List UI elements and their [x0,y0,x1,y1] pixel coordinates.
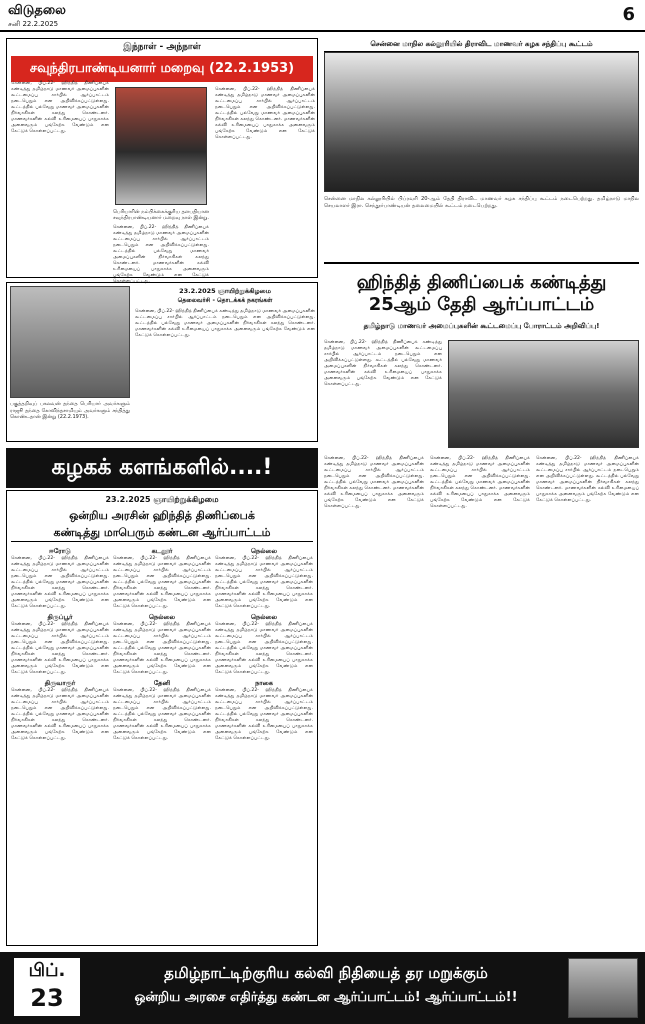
meeting-date: 23.2.2025 ஞாயிற்றுக்கிழமை [179,287,271,295]
banner-date [14,958,80,1016]
agitation-photo [448,340,639,448]
kazhagam-title-2: கண்டித்து மாபெரும் கண்டன ஆர்ப்பாட்டம் [53,526,271,539]
place-heading: நெல்லை [148,613,176,621]
group-photo-caption: சென்னை மாநில கல்லூரியில் பிப்ரவரி 20-ஆம் தேதி திராவிட மாணவர் கழக சந்திப்பு கூட்டம் நடைபெற்றது. தமிழ்நாடு மாநில செயலாளர் இரா. செந்தூர்பாண்டியன் தலைமையில் கூட்டம் நடைபெற்றது. [324,196,639,209]
place-heading: நெல்லை [250,613,278,621]
place-heading: திருவாரூர் [44,679,76,687]
history-title: சவுந்திரபாண்டியனார் மறைவு (22.2.1953) [11,56,313,82]
listing-text: சென்னை, பிப்.22- ஹிந்தித் திணிப்பைக் கண்டித்து தமிழ்நாடு மாணவர் அமைப்புகளின் கூட்டமைப்பு சார்பில் ஆர்ப்பாட்டம் நடைபெறும் என அறிவிக்கப்பட்டுள்ளது. கூட்டத்தில் பல்வேறு மாணவர் அமைப்புகளின் நிர்வாகிகள் கலந்து கொண்டனர். மாணவர்களின் கல்வி உரிமையைப் பாதுகாக்க அனைவரும் பங்கேற்க வேண்டும் என கேட்டுக் கொள்ளப்பட்டது. [215,556,313,609]
agitation-article [324,262,639,946]
history-box [6,38,318,284]
kazhagam-banner: கழகக் களங்களில்....! [6,448,318,488]
periyar-photo-caption: பகுத்தறிவுப் பகலவன் தந்தை பெரியார் அவர்களும் ராஜூ தந்தை கோவிந்தசாமியும் அவர்களும் சந்தித்து கொண்டதான் இன்று (22.2.1973). [10,401,130,420]
kazhagam-date: 23.2.2025 ஞாயிற்றுக்கிழமை [105,495,219,504]
listing-text: சென்னை, பிப்.22- ஹிந்தித் திணிப்பைக் கண்டித்து தமிழ்நாடு மாணவர் அமைப்புகளின் கூட்டமைப்பு சார்பில் ஆர்ப்பாட்டம் நடைபெறும் என அறிவிக்கப்பட்டுள்ளது. கூட்டத்தில் பல்வேறு மாணவர் அமைப்புகளின் நிர்வாகிகள் கலந்து கொண்டனர். மாணவர்களின் கல்வி உரிமையைப் பாதுகாக்க அனைவரும் பங்கேற்க வேண்டும் என கேட்டுக் கொள்ளப்பட்டது. [215,622,313,675]
page-header [0,0,645,32]
listing-text: சென்னை, பிப்.22- ஹிந்தித் திணிப்பைக் கண்டித்து தமிழ்நாடு மாணவர் அமைப்புகளின் கூட்டமைப்பு சார்பில் ஆர்ப்பாட்டம் நடைபெறும் என அறிவிக்கப்பட்டுள்ளது. கூட்டத்தில் பல்வேறு மாணவர் அமைப்புகளின் நிர்வாகிகள் கலந்து கொண்டனர். மாணவர்களின் கல்வி உரிமையைப் பாதுகாக்க அனைவரும் பங்கேற்க வேண்டும் என கேட்டுக் கொள்ளப்பட்டது. [11,688,109,741]
kazhagam-title-1: ஒன்றிய அரசின் ஹிந்தித் திணிப்பைக் [69,509,255,522]
group-photo [324,52,639,192]
listing-text: சென்னை, பிப்.22- ஹிந்தித் திணிப்பைக் கண்டித்து தமிழ்நாடு மாணவர் அமைப்புகளின் கூட்டமைப்பு சார்பில் ஆர்ப்பாட்டம் நடைபெறும் என அறிவிக்கப்பட்டுள்ளது. கூட்டத்தில் பல்வேறு மாணவர் அமைப்புகளின் நிர்வாகிகள் கலந்து கொண்டனர். மாணவர்களின் கல்வி உரிமையைப் பாதுகாக்க அனைவரும் பங்கேற்க வேண்டும் என கேட்டுக் கொள்ளப்பட்டது. [11,556,109,609]
listing-column-1 [11,547,109,941]
place-heading: நெல்லை [250,547,278,555]
page-number: 6 [622,4,635,25]
college-headline: சென்னை மாநில கல்லூரியில் திராவிட மாணவர் கழக சந்திப்பு கூட்டம் [324,38,639,52]
listing-column-2 [113,547,211,941]
banner-date-month: பிப். [28,960,66,981]
meeting-notice [6,282,318,442]
periyar-photo [10,286,130,398]
listing-text: சென்னை, பிப்.22- ஹிந்தித் திணிப்பைக் கண்டித்து தமிழ்நாடு மாணவர் அமைப்புகளின் கூட்டமைப்பு சார்பில் ஆர்ப்பாட்டம் நடைபெறும் என அறிவிக்கப்பட்டுள்ளது. கூட்டத்தில் பல்வேறு மாணவர் அமைப்புகளின் நிர்வாகிகள் கலந்து கொண்டனர். மாணவர்களின் கல்வி உரிமையைப் பாதுகாக்க அனைவரும் பங்கேற்க வேண்டும் என கேட்டுக் கொள்ளப்பட்டது. [113,688,211,741]
college-meeting [324,38,639,258]
place-heading: நாகை [255,679,273,687]
portrait-caption: பெரியாரின் நம்பிக்கைக்குரிய தளபதியான சவுந்திரபாண்டியனார் மறைவு நாள் இன்று. [113,209,210,221]
agitation-column-2: சென்னை, பிப்.22- ஹிந்தித் திணிப்பைக் கண்டித்து தமிழ்நாடு மாணவர் அமைப்புகளின் கூட்டமைப்பு சார்பில் ஆர்ப்பாட்டம் நடைபெறும் என அறிவிக்கப்பட்டுள்ளது. கூட்டத்தில் பல்வேறு மாணவர் அமைப்புகளின் நிர்வாகிகள் கலந்து கொண்டனர். மாணவர்களின் கல்வி உரிமையைப் பாதுகாக்க அனைவரும் பங்கேற்க வேண்டும் என கேட்டுக் கொள்ளப்பட்டது. [430,456,530,509]
history-column-2: சென்னை, பிப்.22- ஹிந்தித் திணிப்பைக் கண்டித்து தமிழ்நாடு மாணவர் அமைப்புகளின் கூட்டமைப்பு சார்பில் ஆர்ப்பாட்டம் நடைபெறும் என அறிவிக்கப்பட்டுள்ளது. கூட்டத்தில் பல்வேறு மாணவர் அமைப்புகளின் நிர்வாகிகள் கலந்து கொண்டனர். மாணவர்களின் கல்வி உரிமையைப் பாதுகாக்க அனைவரும் பங்கேற்க வேண்டும் என கேட்டுக் கொள்ளப்பட்டது. [113,225,209,284]
banner-line-1: தமிழ்நாட்டிற்குரிய கல்வி நிதியைத் தர மறுக்கும் [164,964,488,982]
listing-text: சென்னை, பிப்.22- ஹிந்தித் திணிப்பைக் கண்டித்து தமிழ்நாடு மாணவர் அமைப்புகளின் கூட்டமைப்பு சார்பில் ஆர்ப்பாட்டம் நடைபெறும் என அறிவிக்கப்பட்டுள்ளது. கூட்டத்தில் பல்வேறு மாணவர் அமைப்புகளின் நிர்வாகிகள் கலந்து கொண்டனர். மாணவர்களின் கல்வி உரிமையைப் பாதுகாக்க அனைவரும் பங்கேற்க வேண்டும் என கேட்டுக் கொள்ளப்பட்டது. [113,556,211,609]
kazhagam-box [6,490,318,946]
agitation-column-1: சென்னை, பிப்.22- ஹிந்தித் திணிப்பைக் கண்டித்து தமிழ்நாடு மாணவர் அமைப்புகளின் கூட்டமைப்பு சார்பில் ஆர்ப்பாட்டம் நடைபெறும் என அறிவிக்கப்பட்டுள்ளது. கூட்டத்தில் பல்வேறு மாணவர் அமைப்புகளின் நிர்வாகிகள் கலந்து கொண்டனர். மாணவர்களின் கல்வி உரிமையைப் பாதுகாக்க அனைவரும் பங்கேற்க வேண்டும் என கேட்டுக் கொள்ளப்பட்டது. [324,456,424,509]
place-heading: ஈரோடு [49,547,71,555]
banner-portrait [568,958,638,1018]
place-heading: தேனி [153,679,171,687]
history-column-1: சென்னை, பிப்.22- ஹிந்தித் திணிப்பைக் கண்டித்து தமிழ்நாடு மாணவர் அமைப்புகளின் கூட்டமைப்பு சார்பில் ஆர்ப்பாட்டம் நடைபெறும் என அறிவிக்கப்பட்டுள்ளது. கூட்டத்தில் பல்வேறு மாணவர் அமைப்புகளின் நிர்வாகிகள் கலந்து கொண்டனர். மாணவர்களின் கல்வி உரிமையைப் பாதுகாக்க அனைவரும் பங்கேற்க வேண்டும் என கேட்டுக் கொள்ளப்பட்டது. [11,81,109,134]
listing-text: சென்னை, பிப்.22- ஹிந்தித் திணிப்பைக் கண்டித்து தமிழ்நாடு மாணவர் அமைப்புகளின் கூட்டமைப்பு சார்பில் ஆர்ப்பாட்டம் நடைபெறும் என அறிவிக்கப்பட்டுள்ளது. கூட்டத்தில் பல்வேறு மாணவர் அமைப்புகளின் நிர்வாகிகள் கலந்து கொண்டனர். மாணவர்களின் கல்வி உரிமையைப் பாதுகாக்க அனைவரும் பங்கேற்க வேண்டும் என கேட்டுக் கொள்ளப்பட்டது. [113,622,211,675]
listing-column-3 [215,547,313,941]
agitation-subtitle: தமிழ்நாடு மாணவர் அமைப்புகளின் கூட்டமைப்பு போராட்டம் அறிவிப்பு! [363,322,600,330]
listing-text: சென்னை, பிப்.22- ஹிந்தித் திணிப்பைக் கண்டித்து தமிழ்நாடு மாணவர் அமைப்புகளின் கூட்டமைப்பு சார்பில் ஆர்ப்பாட்டம் நடைபெறும் என அறிவிக்கப்பட்டுள்ளது. கூட்டத்தில் பல்வேறு மாணவர் அமைப்புகளின் நிர்வாகிகள் கலந்து கொண்டனர். மாணவர்களின் கல்வி உரிமையைப் பாதுகாக்க அனைவரும் பங்கேற்க வேண்டும் என கேட்டுக் கொள்ளப்பட்டது. [215,688,313,741]
bottom-banner [0,952,645,1024]
meeting-title: தெலைவர்சி - தொடக்கக் நகரங்கள் [177,297,273,304]
history-column-3: சென்னை, பிப்.22- ஹிந்தித் திணிப்பைக் கண்டித்து தமிழ்நாடு மாணவர் அமைப்புகளின் கூட்டமைப்பு சார்பில் ஆர்ப்பாட்டம் நடைபெறும் என அறிவிக்கப்பட்டுள்ளது. கூட்டத்தில் பல்வேறு மாணவர் அமைப்புகளின் நிர்வாகிகள் கலந்து கொண்டனர். மாணவர்களின் கல்வி உரிமையைப் பாதுகாக்க அனைவரும் பங்கேற்க வேண்டும் என கேட்டுக் கொள்ளப்பட்டது. [215,87,315,140]
agitation-lead: சென்னை, பிப்.22- ஹிந்தித் திணிப்பைக் கண்டித்து தமிழ்நாடு மாணவர் அமைப்புகளின் கூட்டமைப்பு சார்பில் ஆர்ப்பாட்டம் நடைபெறும் என அறிவிக்கப்பட்டுள்ளது. கூட்டத்தில் பல்வேறு மாணவர் அமைப்புகளின் நிர்வாகிகள் கலந்து கொண்டனர். மாணவர்களின் கல்வி உரிமையைப் பாதுகாக்க அனைவரும் பங்கேற்க வேண்டும் என கேட்டுக் கொள்ளப்பட்டது. [324,340,442,387]
meeting-details: சென்னை, பிப்.22- ஹிந்தித் திணிப்பைக் கண்டித்து தமிழ்நாடு மாணவர் அமைப்புகளின் கூட்டமைப்பு சார்பில் ஆர்ப்பாட்டம் நடைபெறும் என அறிவிக்கப்பட்டுள்ளது. கூட்டத்தில் பல்வேறு மாணவர் அமைப்புகளின் நிர்வாகிகள் கலந்து கொண்டனர். மாணவர்களின் கல்வி உரிமையைப் பாதுகாக்க அனைவரும் பங்கேற்க வேண்டும் என கேட்டுக் கொள்ளப்பட்டது. [135,309,315,338]
place-heading: கடலூர் [151,547,173,555]
banner-date-day: 23 [30,984,64,1012]
issue-date: சனி 22.2.2025 [8,20,59,28]
place-heading: திருப்பூர் [47,613,73,621]
agitation-title-1: ஹிந்தித் திணிப்பைக் கண்டித்து [356,272,607,293]
agitation-column-3: சென்னை, பிப்.22- ஹிந்தித் திணிப்பைக் கண்டித்து தமிழ்நாடு மாணவர் அமைப்புகளின் கூட்டமைப்பு சார்பில் ஆர்ப்பாட்டம் நடைபெறும் என அறிவிக்கப்பட்டுள்ளது. கூட்டத்தில் பல்வேறு மாணவர் அமைப்புகளின் நிர்வாகிகள் கலந்து கொண்டனர். மாணவர்களின் கல்வி உரிமையைப் பாதுகாக்க அனைவரும் பங்கேற்க வேண்டும் என கேட்டுக் கொள்ளப்பட்டது. [536,456,639,503]
agitation-title-2: 25ஆம் தேதி ஆர்ப்பாட்டம் [368,294,595,315]
section-label: இந்நாள் - அந்நாள் [123,42,201,52]
history-portrait [115,87,207,205]
masthead: விடுதலை [8,3,66,18]
banner-line-2: ஒன்றிய அரசை எதிர்த்து கண்டன ஆர்ப்பாட்டம்! ஆர்ப்பாட்டம்!! [134,990,518,1005]
title-divider [11,541,313,542]
listing-text: சென்னை, பிப்.22- ஹிந்தித் திணிப்பைக் கண்டித்து தமிழ்நாடு மாணவர் அமைப்புகளின் கூட்டமைப்பு சார்பில் ஆர்ப்பாட்டம் நடைபெறும் என அறிவிக்கப்பட்டுள்ளது. கூட்டத்தில் பல்வேறு மாணவர் அமைப்புகளின் நிர்வாகிகள் கலந்து கொண்டனர். மாணவர்களின் கல்வி உரிமையைப் பாதுகாக்க அனைவரும் பங்கேற்க வேண்டும் என கேட்டுக் கொள்ளப்பட்டது. [11,622,109,675]
